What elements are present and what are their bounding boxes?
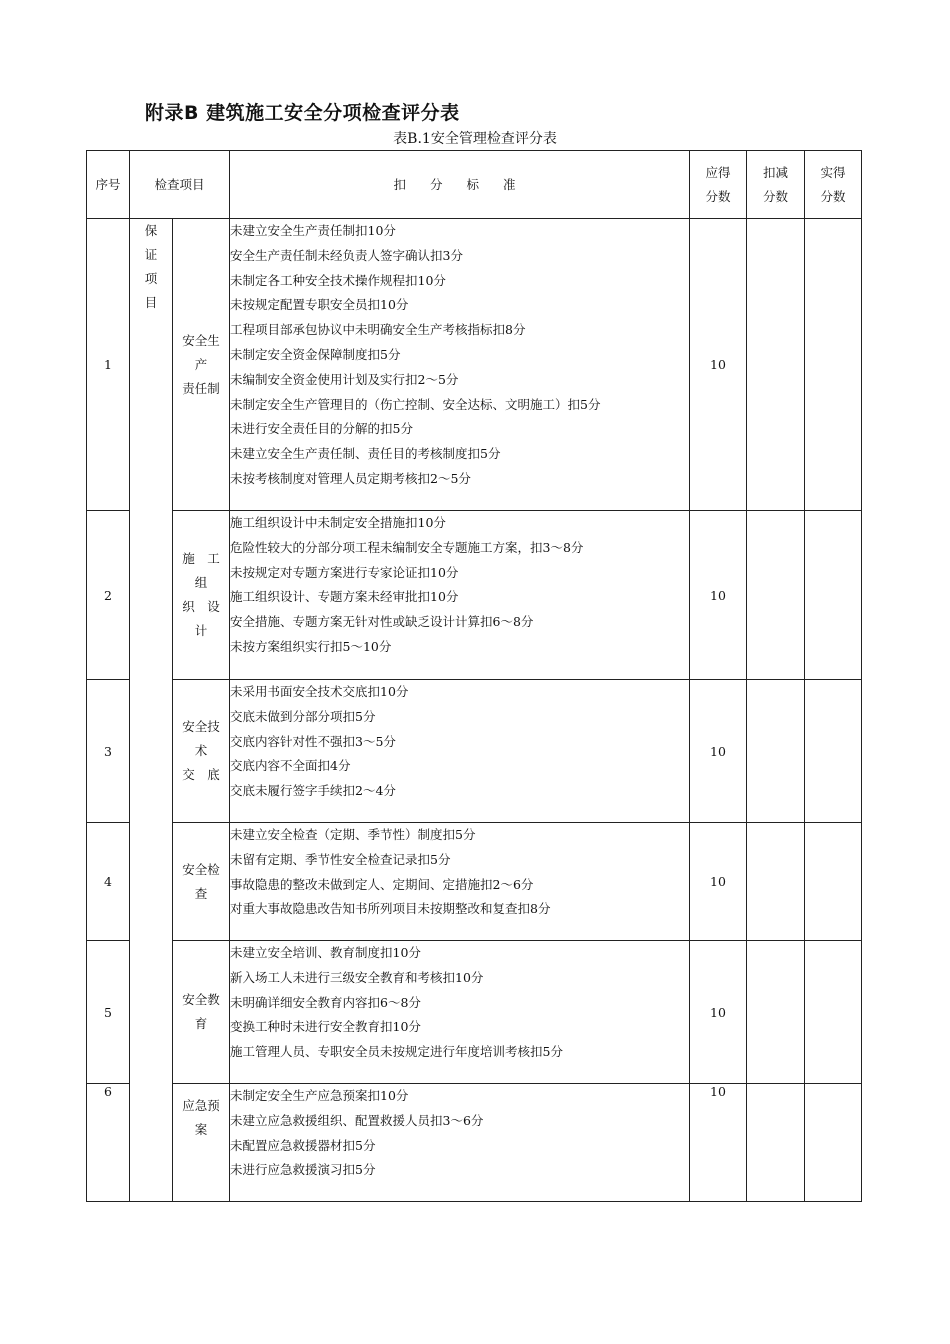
- category-char: 证: [144, 247, 158, 262]
- criteria-line: 变换工种时未进行安全教育扣10分: [230, 1019, 421, 1035]
- criteria-line: 安全措施、专题方案无针对性或缺乏设计计算扣6～8分: [230, 614, 534, 630]
- criteria-line: 未配置应急救援器材扣5分: [230, 1137, 376, 1153]
- criteria-line: 未建立安全生产责任制、责任目的考核制度扣5分: [230, 446, 501, 462]
- check-item: [173, 1084, 230, 1202]
- check-item-line: 安全教: [182, 992, 220, 1007]
- deduct-score-cell[interactable]: [747, 1084, 805, 1202]
- check-item-line: 织 设: [182, 599, 220, 614]
- criteria-line: 施工组织设计、专题方案未经审批扣10分: [230, 589, 459, 605]
- deduct-score-cell[interactable]: [747, 511, 805, 680]
- criteria-line: 新入场工人未进行三级安全教育和考核扣10分: [230, 969, 484, 985]
- table-header-row: [87, 151, 862, 219]
- actual-score-cell[interactable]: [805, 823, 862, 941]
- table-row: [87, 941, 862, 1084]
- header-no: 序号: [87, 151, 130, 219]
- check-item: [173, 511, 230, 680]
- row-number: 5: [87, 941, 130, 1084]
- should-score-cell: 10: [690, 219, 747, 511]
- category-char: 保: [144, 223, 158, 238]
- table-row: [87, 219, 862, 511]
- header-actual-line2: 分数: [820, 188, 846, 204]
- check-item-line: 产: [194, 356, 208, 372]
- header-criteria: 扣 分 标 准: [230, 151, 690, 219]
- criteria-line: 未建立安全生产责任制扣10分: [230, 223, 396, 238]
- criteria-line: 工程项目部承包协议中未明确安全生产考核指标扣8分: [230, 322, 526, 338]
- criteria-line: 施工管理人员、专职安全员未按规定进行年度培训考核扣5分: [230, 1044, 563, 1060]
- criteria-line: 未按方案组织实行扣5～10分: [230, 638, 392, 654]
- check-item: [173, 680, 230, 823]
- table-row: [87, 511, 862, 680]
- criteria-line: 未制定安全生产管理目的（伤亡控制、安全达标、文明施工）扣5分: [230, 396, 601, 412]
- deduction-criteria: [230, 941, 690, 1084]
- check-item-line: 施 工: [182, 551, 220, 566]
- check-item-line: 组: [194, 575, 208, 590]
- category-char: 目: [144, 295, 158, 310]
- should-score-cell: 10: [690, 1084, 747, 1202]
- should-score-cell: 10: [690, 941, 747, 1084]
- check-item: [173, 823, 230, 941]
- header-deduct-score: [747, 151, 805, 219]
- check-item-line: 术: [194, 743, 208, 758]
- criteria-line: 未制定安全生产应急预案扣10分: [230, 1088, 409, 1103]
- deduct-score-cell[interactable]: [747, 941, 805, 1084]
- criteria-line: 未编制安全资金使用计划及实行扣2～5分: [230, 371, 459, 387]
- header-item: 检查项目: [130, 151, 230, 219]
- actual-score-cell[interactable]: [805, 1084, 862, 1202]
- criteria-line: 事故隐患的整改未做到定人、定期间、定措施扣2～6分: [230, 876, 534, 892]
- criteria-line: 危险性较大的分部分项工程未编制安全专题施工方案，扣3～8分: [230, 539, 584, 555]
- criteria-line: 交底内容不全面扣4分: [230, 758, 351, 774]
- row-number: 3: [87, 680, 130, 823]
- criteria-line: 未进行应急救援演习扣5分: [230, 1162, 376, 1178]
- criteria-line: 未制定安全资金保障制度扣5分: [230, 346, 401, 362]
- row-number: 1: [87, 219, 130, 511]
- deduction-criteria: [230, 511, 690, 680]
- check-item-line: 计: [194, 623, 208, 638]
- check-item-line: 安全技: [182, 719, 220, 734]
- check-item: [173, 219, 230, 511]
- check-item-line: 育: [194, 1016, 208, 1031]
- criteria-line: 未采用书面安全技术交底扣10分: [230, 684, 409, 699]
- criteria-line: 未按规定配置专职安全员扣10分: [230, 297, 409, 313]
- table-row: [87, 680, 862, 823]
- criteria-line: 安全生产责任制未经负责人签字确认扣3分: [230, 247, 463, 263]
- criteria-line: 未制定各工种安全技术操作规程扣10分: [230, 272, 446, 288]
- criteria-line: 未按考核制度对管理人员定期考核扣2～5分: [230, 470, 471, 486]
- header-should-score: [690, 151, 747, 219]
- header-should-score-line2: 分数: [705, 188, 731, 204]
- criteria-line: 交底内容针对性不强扣3～5分: [230, 733, 396, 749]
- criteria-line: 未进行安全责任目的分解的扣5分: [230, 421, 413, 437]
- check-item-line: 案: [194, 1122, 208, 1137]
- actual-score-cell[interactable]: [805, 219, 862, 511]
- deduction-criteria: [230, 219, 690, 511]
- should-score-cell: 10: [690, 511, 747, 680]
- criteria-line: 交底未履行签字手续扣2～4分: [230, 783, 396, 799]
- category-char: 项: [144, 271, 158, 286]
- actual-score-cell[interactable]: [805, 511, 862, 680]
- actual-score-cell[interactable]: [805, 680, 862, 823]
- criteria-line: 对重大事故隐患改告知书所列项目未按期整改和复查扣8分: [230, 901, 551, 917]
- should-score-cell: 10: [690, 823, 747, 941]
- row-number: 6: [87, 1084, 130, 1202]
- row-number: 2: [87, 511, 130, 680]
- header-actual-line1: 实得: [820, 164, 846, 180]
- should-score-cell: 10: [690, 680, 747, 823]
- criteria-line: 施工组织设计中未制定安全措施扣10分: [230, 515, 446, 530]
- header-actual-score: [805, 151, 862, 219]
- score-table: [86, 150, 862, 1202]
- table-row: [87, 823, 862, 941]
- row-number: 4: [87, 823, 130, 941]
- criteria-line: 未建立应急救援组织、配置救援人员扣3～6分: [230, 1112, 484, 1128]
- criteria-line: 未留有定期、季节性安全检查记录扣5分: [230, 851, 451, 867]
- deduct-score-cell[interactable]: [747, 680, 805, 823]
- deduction-criteria: [230, 680, 690, 823]
- criteria-line: 交底未做到分部分项扣5分: [230, 708, 376, 724]
- page-title: 附录B 建筑施工安全分项检查评分表: [145, 102, 460, 124]
- check-item-line: 交 底: [182, 767, 220, 782]
- check-item-line: 安全生: [182, 332, 220, 348]
- category-guarantee-items: [130, 219, 173, 1202]
- check-item: [173, 941, 230, 1084]
- table-caption: 表B.1安全管理检查评分表: [393, 131, 557, 147]
- header-deduct-line2: 分数: [762, 188, 788, 204]
- actual-score-cell[interactable]: [805, 941, 862, 1084]
- criteria-line: 未建立安全检查（定期、季节性）制度扣5分: [230, 827, 476, 842]
- criteria-line: 未建立安全培训、教育制度扣10分: [230, 945, 421, 960]
- criteria-line: 未明确详细安全教育内容扣6～8分: [230, 994, 421, 1010]
- deduction-criteria: [230, 823, 690, 941]
- deduct-score-cell[interactable]: [747, 219, 805, 511]
- check-item-line: 查: [194, 885, 208, 901]
- deduction-criteria: [230, 1084, 690, 1202]
- deduct-score-cell[interactable]: [747, 823, 805, 941]
- header-deduct-line1: 扣减: [762, 164, 788, 180]
- header-should-score-line1: 应得: [705, 164, 731, 180]
- check-item-line: 安全检: [182, 861, 220, 877]
- table-row: [87, 1084, 862, 1202]
- check-item-line: 应急预: [182, 1098, 220, 1113]
- criteria-line: 未按规定对专题方案进行专家论证扣10分: [230, 564, 459, 580]
- check-item-line: 责任制: [182, 380, 220, 396]
